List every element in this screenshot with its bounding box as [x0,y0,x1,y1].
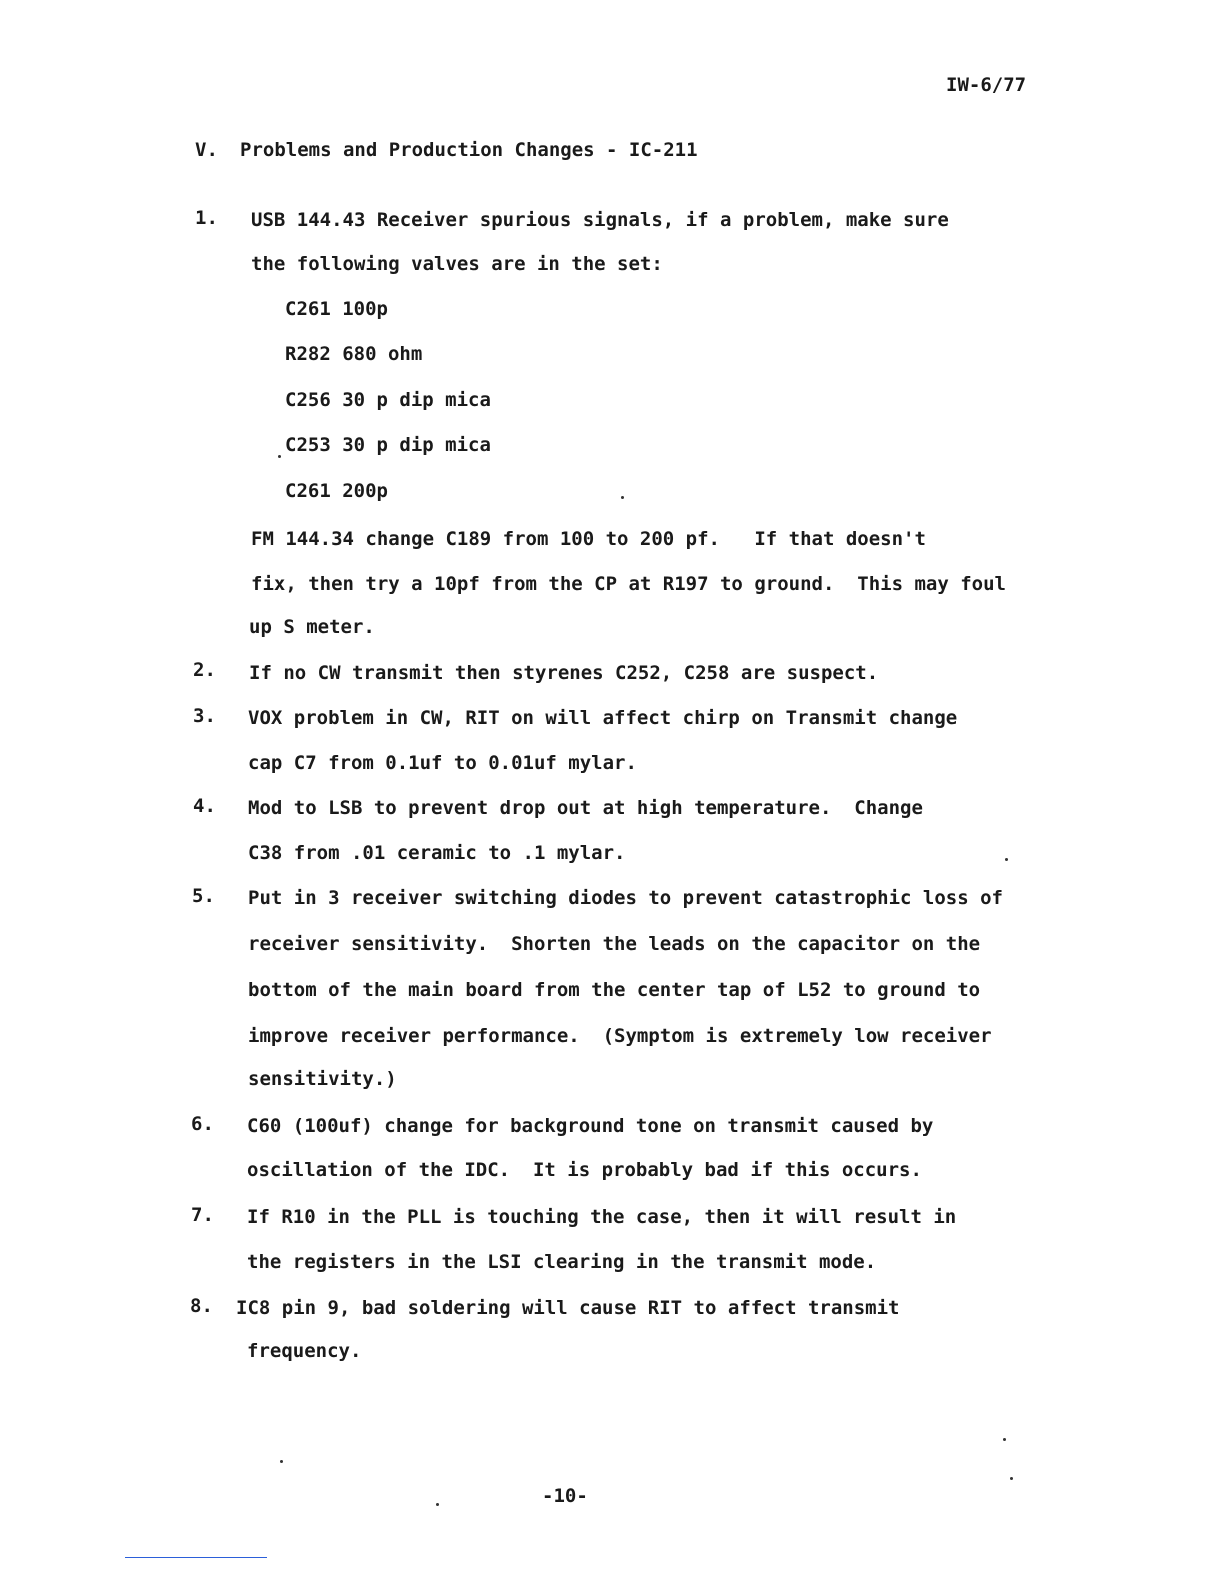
scan-speck [280,1460,283,1463]
item-text-line: frequency. [247,1340,362,1362]
item-number: 2. [193,659,216,681]
parts-list-entry: C261 200p [285,480,388,502]
item-text-line: If no CW transmit then styrenes C252, C258 are suspect. [249,662,879,684]
parts-list-entry: R282 680 ohm [285,343,423,365]
item-text-line: the following valves are in the set: [251,253,663,275]
item-number: 6. [191,1113,214,1135]
link-underline [125,1557,267,1558]
item-text-line: Mod to LSB to prevent drop out at high temperature. Change [248,797,923,819]
item-text-line: IC8 pin 9, bad soldering will cause RIT to affect transmit [236,1297,900,1319]
section-number: V. [195,139,218,161]
item-text-line: VOX problem in CW, RIT on will affect chirp on Transmit change [248,707,958,729]
item-text-line: bottom of the main board from the center tap of L52 to ground to [248,979,981,1001]
item-text-line: C60 (100uf) change for background tone on transmit caused by [247,1115,934,1137]
item-text-line: C38 from .01 ceramic to .1 mylar. [248,842,626,864]
scan-speck [621,496,624,499]
item-text-line: If R10 in the PLL is touching the case, then it will result in [247,1206,957,1228]
document-reference: IW-6/77 [946,74,1027,96]
item-number: 3. [193,705,216,727]
parts-list-entry: C256 30 p dip mica [285,389,491,411]
scan-speck [436,1503,439,1506]
item-number: 7. [191,1204,214,1226]
item-number: 1. [195,207,218,229]
item-number: 5. [192,885,215,907]
fm-note-line: up S meter. [249,616,375,638]
scan-speck [1003,1438,1006,1441]
item-text-line: USB 144.43 Receiver spurious signals, if a problem, make sure [251,209,949,231]
scan-speck [278,455,281,458]
scan-speck [1005,858,1008,861]
item-number: 4. [193,795,216,817]
page-number: -10- [542,1485,588,1507]
item-text-line: cap C7 from 0.1uf to 0.01uf mylar. [248,752,637,774]
item-text-line: Put in 3 receiver switching diodes to prevent catastrophic loss of [248,887,1003,909]
scan-speck [1010,1477,1013,1480]
item-text-line: receiver sensitivity. Shorten the leads on the capacitor on the [248,933,981,955]
item-number: 8. [190,1295,213,1317]
fm-note-line: fix, then try a 10pf from the CP at R197 to ground. This may foul [251,573,1006,595]
parts-list-entry: C253 30 p dip mica [285,434,491,456]
item-text-line: the registers in the LSI clearing in the transmit mode. [247,1251,877,1273]
fm-note-line: FM 144.34 change C189 from 100 to 200 pf. If that doesn't [251,528,926,550]
item-text-line: oscillation of the IDC. It is probably bad if this occurs. [247,1159,922,1181]
parts-list-entry: C261 100p [285,298,388,320]
item-text-line: sensitivity.) [248,1068,397,1090]
section-title: Problems and Production Changes - IC-211 [240,139,698,161]
item-text-line: improve receiver performance. (Symptom is extremely low receiver [248,1025,992,1047]
